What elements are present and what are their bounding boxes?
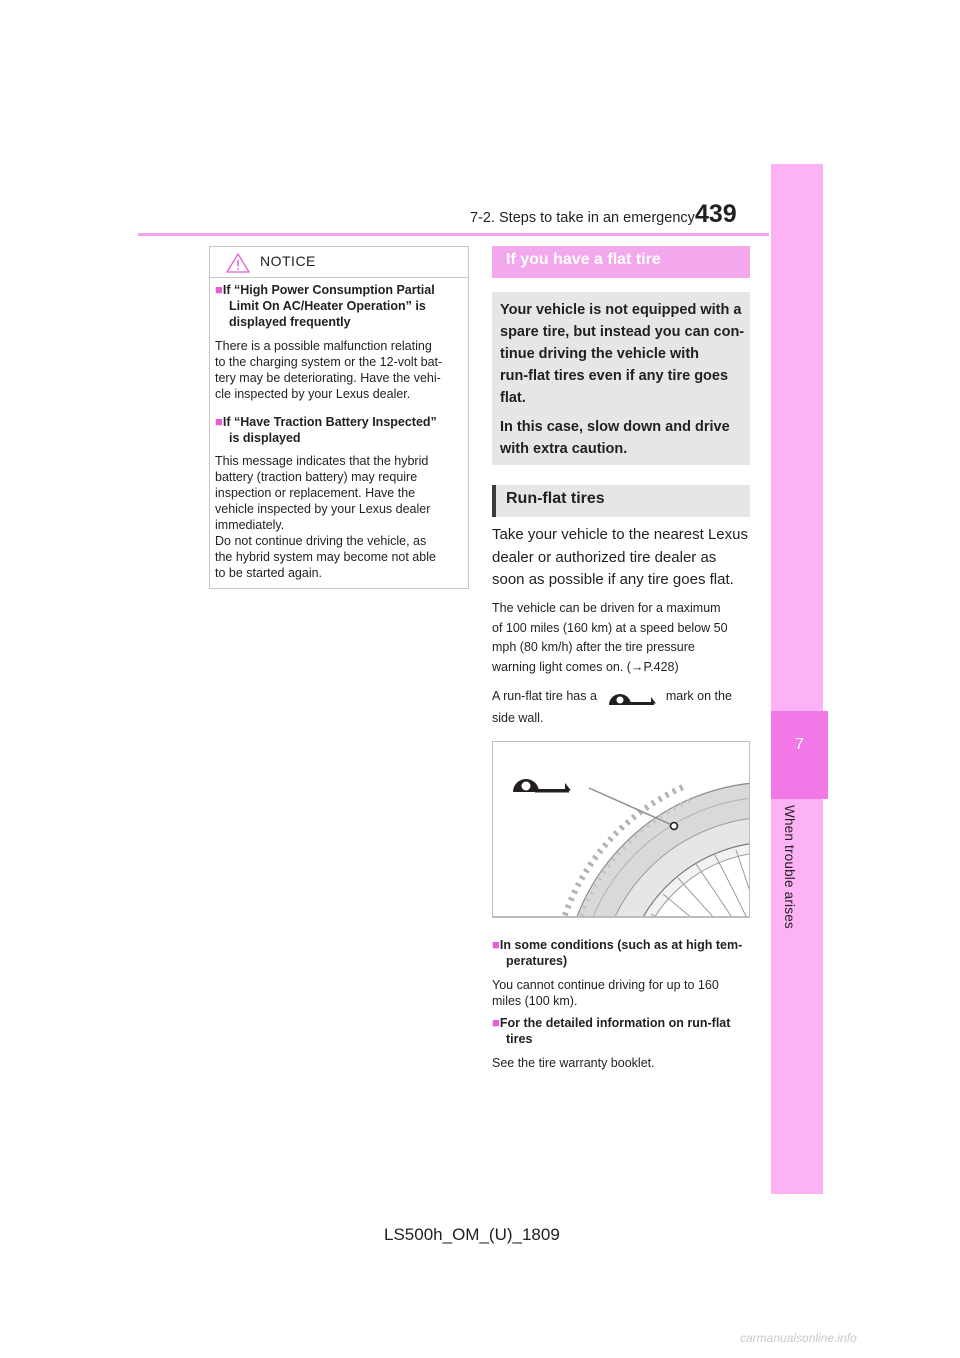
note-heading: tires [506, 1032, 533, 1046]
note-item [492, 937, 754, 1009]
tire-illustration [492, 741, 750, 917]
notice-body-line: Do not continue driving the vehicle, as [215, 534, 427, 548]
note-heading: peratures) [506, 954, 568, 968]
notice-body-line: This message indicates that the hybrid [215, 454, 429, 468]
header-divider [138, 233, 769, 236]
mark-text-before: A run-flat tire has a [492, 689, 597, 703]
bullet-square-icon: ■ [492, 937, 500, 952]
bullet-square-icon: ■ [215, 282, 223, 297]
mark-text-line2: side wall. [492, 711, 544, 725]
bullet-square-icon: ■ [215, 414, 223, 429]
bullet-square-icon: ■ [492, 1015, 500, 1030]
notice-heading: If “Have Traction Battery Inspected” [222, 415, 437, 429]
sub-line: The vehicle can be driven for a maximum [492, 601, 721, 615]
figure-divider [492, 917, 750, 918]
main-instruction [492, 524, 754, 592]
notice-body-line: cle inspected by your Lexus dealer. [215, 387, 411, 401]
page-number: 439 [695, 200, 737, 228]
sub-line: warning light comes on. (→P.428) [492, 659, 679, 674]
notice-body-line: There is a possible malfunction relating [215, 339, 432, 353]
instruction-line: dealer or authorized tire dealer as [492, 548, 717, 566]
notice-heading: Limit On AC/Heater Operation” is [229, 299, 426, 313]
notice-header [210, 247, 468, 278]
notice-body-line: battery (traction battery) may require [215, 470, 418, 484]
notice-label: NOTICE [260, 253, 316, 269]
note-item [492, 1015, 754, 1071]
notice-body-line: immediately. [215, 518, 285, 532]
description-line: run-flat tires even if any tire goes [500, 368, 729, 384]
chapter-title: When trouble arises [782, 805, 797, 929]
note-body-line: miles (100 km). [492, 994, 578, 1008]
notice-body-line: vehicle inspected by your Lexus dealer [215, 502, 431, 516]
notice-body-line: tery may be deteriorating. Have the vehi- [215, 371, 441, 385]
flat-tire-description [492, 292, 750, 465]
sub-instruction [492, 599, 754, 677]
section-title: Run-flat tires [506, 490, 605, 507]
section-header-flat-tire [492, 246, 750, 278]
section-header-run-flat-tires [492, 485, 750, 517]
notice-heading: is displayed [229, 431, 301, 445]
notice-box [209, 246, 469, 589]
description-line: flat. [500, 390, 526, 406]
instruction-line: Take your vehicle to the nearest Lexus [492, 526, 748, 543]
description-line: Your vehicle is not equipped with a [500, 302, 742, 318]
side-tab-strip [771, 164, 823, 1194]
header-section-title: 7-2. Steps to take in an emergency [470, 210, 695, 226]
notice-body-line: inspection or replacement. Have the [215, 486, 416, 500]
chapter-number-box [771, 711, 828, 799]
notice-body-line: the hybrid system may become not able [215, 550, 436, 564]
run-flat-mark-icon [607, 683, 657, 712]
notice-body-line: to the charging system or the 12-volt bat- [215, 355, 443, 369]
notice-item [215, 414, 465, 581]
description-line: with extra caution. [500, 441, 628, 457]
notice-heading: displayed frequently [229, 315, 351, 329]
note-heading: In some conditions (such as at high tem- [499, 938, 743, 952]
notice-body-line: to be started again. [215, 566, 323, 580]
sub-line: mph (80 km/h) after the tire pressure [492, 640, 695, 654]
note-body-line: You cannot continue driving for up to 160 [492, 978, 719, 992]
mark-text-after: mark on the [665, 689, 732, 703]
note-heading: For the detailed information on run-flat [499, 1016, 731, 1030]
instruction-line: soon as possible if any tire goes flat. [492, 571, 734, 588]
notice-item [215, 282, 465, 402]
sub-line: of 100 miles (160 km) at a speed below 50 [492, 620, 728, 635]
note-body-line: See the tire warranty booklet. [492, 1056, 655, 1070]
chapter-number: 7 [795, 736, 804, 753]
description-line: spare tire, but instead you can con- [500, 324, 745, 340]
warning-triangle-icon [226, 253, 250, 278]
document-code: LS500h_OM_(U)_1809 [384, 1225, 560, 1244]
section-title: If you have a flat tire [506, 251, 661, 268]
notice-heading: If “High Power Consumption Partial [222, 283, 435, 297]
description-line: tinue driving the vehicle with [500, 346, 699, 362]
watermark: carmanualsonline.info [740, 1331, 857, 1345]
description-line: In this case, slow down and drive [500, 419, 730, 435]
